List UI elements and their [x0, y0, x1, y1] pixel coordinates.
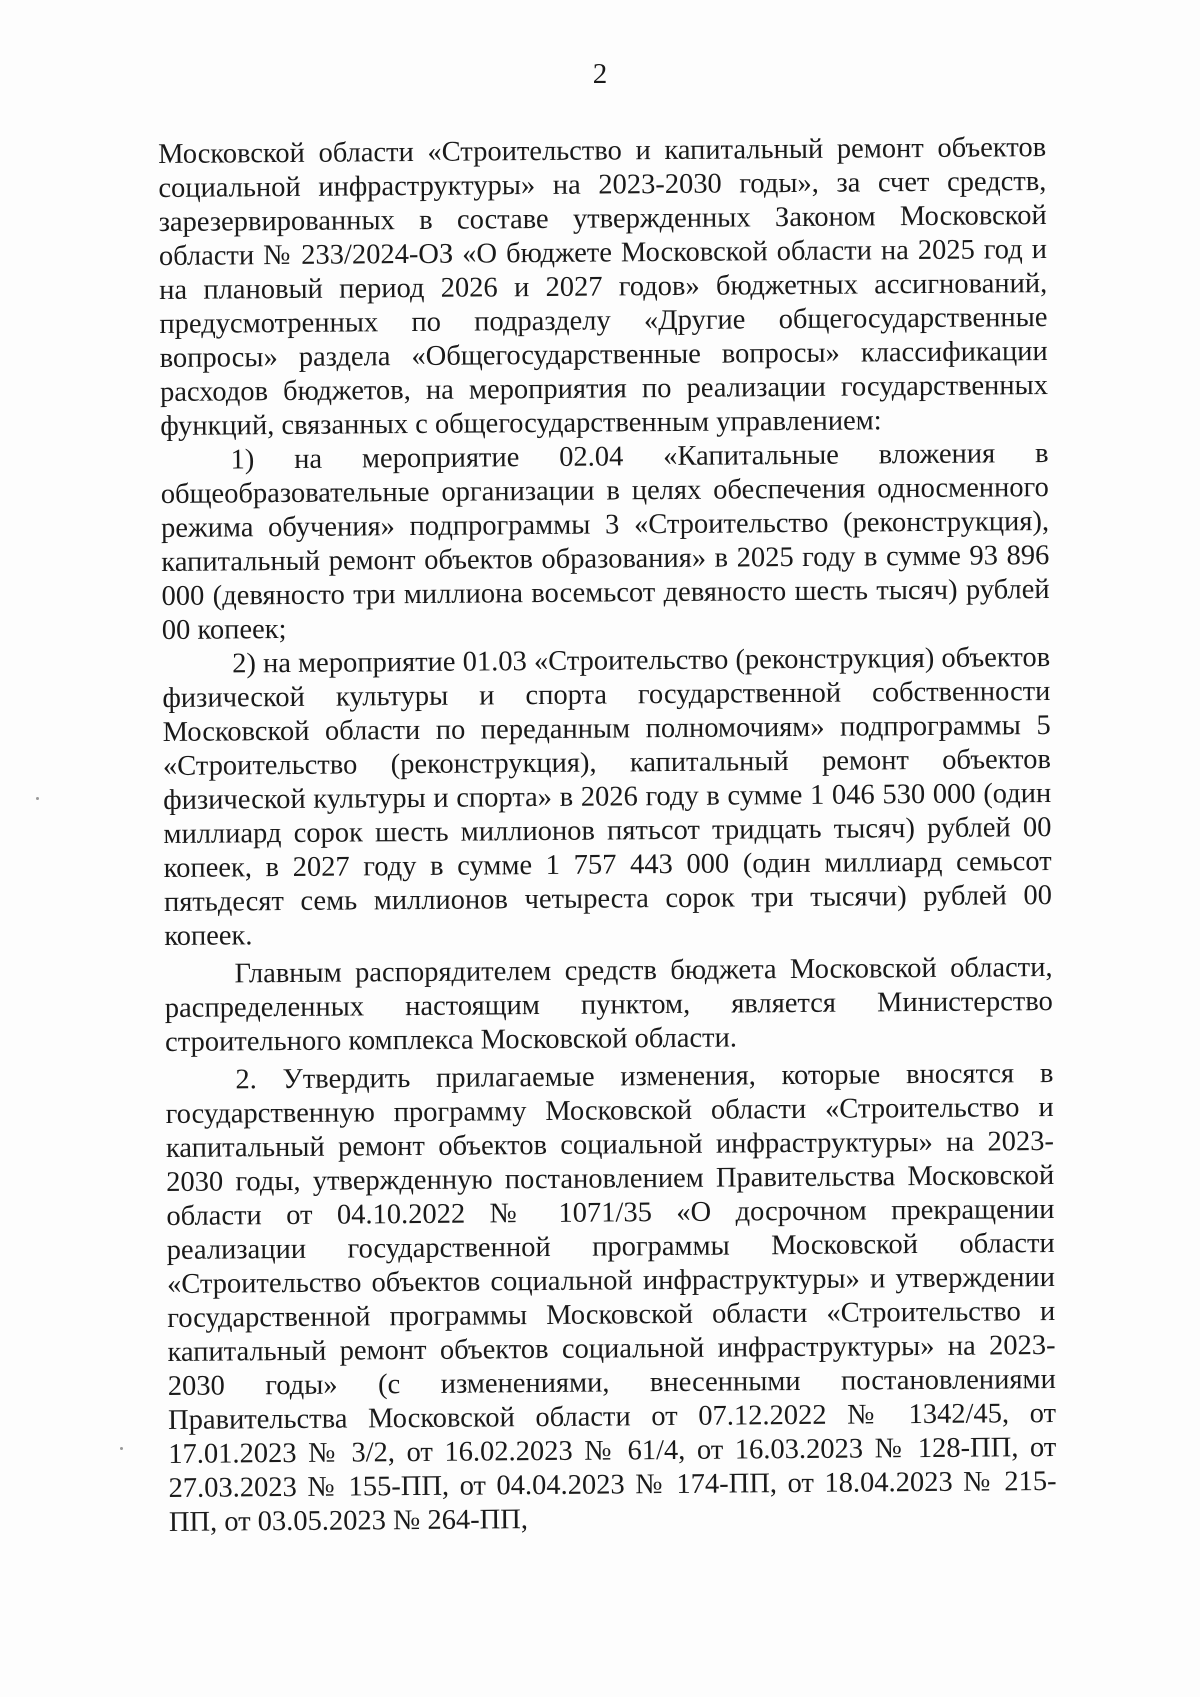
- paragraph-item-2: 2) на мероприятие 01.03 «Строительство (реконструкция) объектов физической культуры и спорта государственной собственности Московской области по переданным полномочиям» подпрограммы 5 «Строительство (реконструкция), капитальный ремонт объектов физической культуры и спорта» в 2026 году в сумме 1 046 530 000 (один миллиард сорок шесть миллионов пятьсот тридцать тысяч) рублей 00 копеек, в 2027 году в сумме 1 757 443 000 (один миллиард семьсот пятьдесят семь миллионов четыреста сорок три тысячи) рублей 00 копеек.: [162, 642, 1053, 952]
- scan-speck: [36, 797, 39, 800]
- paragraph-item-1: 1) на мероприятие 02.04 «Капитальные вложения в общеобразовательные организации в целях обеспечения односменного режима обучения» подпрограммы 3 «Строительство (реконструкция), капитальный ремонт объектов образования» в 2025 году в сумме 93 896 000 (девяносто три миллиона восемьсот девяносто шесть тысяч) рублей 00 копеек;: [160, 438, 1050, 646]
- paragraph-point-2: 2. Утвердить прилагаемые изменения, которые вносятся в государственную программу Московской области «Строительство и капитальный ремонт объектов социальной инфраструктуры» на 2023-2030 годы, утвержденную постановлением Правительства Московской области от 04.10.2022 № 1071/35 «О досрочном прекращении реализации государственной программы Московской области «Строительство объектов социальной инфраструктуры» и утверждении государственной программы Московской области «Строительство и капитальный ремонт объектов социальной инфраструктуры» на 2023-2030 годы» (с изменениями, внесенными постановлениями Правительства Московской области от 07.12.2022 № 1342/45, от 17.01.2023 № 3/2, от 16.02.2023 № 61/4, от 16.03.2023 № 128-ПП, от 27.03.2023 № 155-ПП, от 04.04.2023 № 174-ПП, от 18.04.2023 № 215-ПП, от 03.05.2023 № 264-ПП,: [165, 1057, 1057, 1538]
- page-number: 2: [592, 58, 608, 90]
- paragraph-continuation: Московской области «Строительство и капитальный ремонт объектов социальной инфраструктуры» на 2023-2030 годы», за счет средств, зарезервированных в составе утвержденных Законом Московской области № 233/2024-ОЗ «О бюджете Московской области на 2025 год и на плановый период 2026 и 2027 годов» бюджетных ассигнований, предусмотренных по подразделу «Другие общегосударственные вопросы» раздела «Общегосударственные вопросы» классификации расходов бюджетов, на мероприятия по реализации государственных функций, связанных с общегосударственным управлением:: [158, 132, 1049, 442]
- paragraph-chief-manager: Главным распорядителем средств бюджета Московской области, распределенных настоящим пунктом, является Министерство строительного комплекса Московской области.: [164, 952, 1053, 1058]
- document-body: [158, 131, 1057, 1540]
- scan-speck: [120, 1447, 123, 1450]
